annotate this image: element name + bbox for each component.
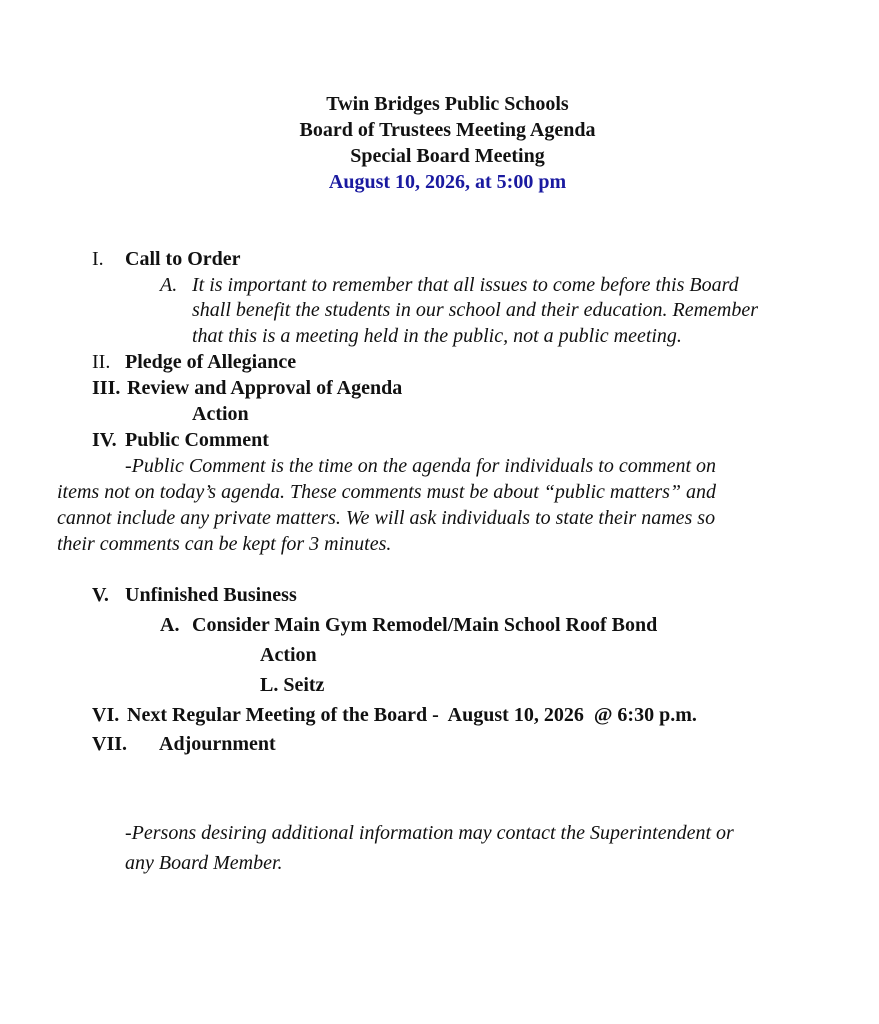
- item-6-title: Next Regular Meeting of the Board - August 10, 2026 @ 6:30 p.m.: [127, 704, 697, 726]
- item-7-title: Adjournment: [159, 733, 276, 755]
- item-1-sub-line: shall benefit the students in our school and their education. Remember: [192, 299, 759, 321]
- footer-note-line: -Persons desiring additional information may contact the Superintendent or: [125, 822, 734, 844]
- school-name: Twin Bridges Public Schools: [326, 93, 569, 115]
- item-5-sub-title: Consider Main Gym Remodel/Main School Roof Bond: [192, 614, 658, 636]
- item-5-presenter: L. Seitz: [260, 674, 325, 696]
- item-1-numeral: I.: [92, 248, 104, 270]
- public-comment-line: their comments can be kept for 3 minutes.: [57, 533, 392, 555]
- item-6-numeral: VI.: [92, 704, 120, 726]
- item-1-sub-letter: A.: [160, 274, 178, 296]
- item-3-numeral: III.: [92, 377, 121, 399]
- footer-note-line: any Board Member.: [125, 852, 283, 874]
- agenda-title: Board of Trustees Meeting Agenda: [299, 119, 596, 141]
- meeting-date: August 10, 2026, at 5:00 pm: [328, 171, 567, 193]
- item-1-sub-line: that this is a meeting held in the public, not a public meeting.: [192, 325, 682, 347]
- public-comment-line: -Public Comment is the time on the agenda for individuals to comment on: [125, 455, 717, 477]
- item-4-title: Public Comment: [125, 429, 269, 451]
- meeting-type: Special Board Meeting: [350, 145, 545, 167]
- item-2-numeral: II.: [92, 351, 111, 373]
- item-5-numeral: V.: [92, 584, 109, 606]
- item-5-sub-letter: A.: [160, 614, 180, 636]
- item-1-sub-line: It is important to remember that all issues to come before this Board: [192, 274, 739, 296]
- item-7-numeral: VII.: [92, 733, 128, 755]
- public-comment-line: items not on today’s agenda. These comments must be about “public matters” and: [57, 481, 717, 503]
- item-2-title: Pledge of Allegiance: [125, 351, 297, 373]
- item-5-title: Unfinished Business: [125, 584, 297, 606]
- public-comment-line: cannot include any private matters. We will ask individuals to state their names so: [57, 507, 716, 529]
- item-3-title: Review and Approval of Agenda: [127, 377, 403, 399]
- item-4-numeral: IV.: [92, 429, 117, 451]
- item-5-note: Action: [260, 644, 317, 666]
- item-3-note: Action: [192, 403, 249, 425]
- agenda-header: [0, 91, 879, 195]
- item-1-title: Call to Order: [125, 248, 241, 270]
